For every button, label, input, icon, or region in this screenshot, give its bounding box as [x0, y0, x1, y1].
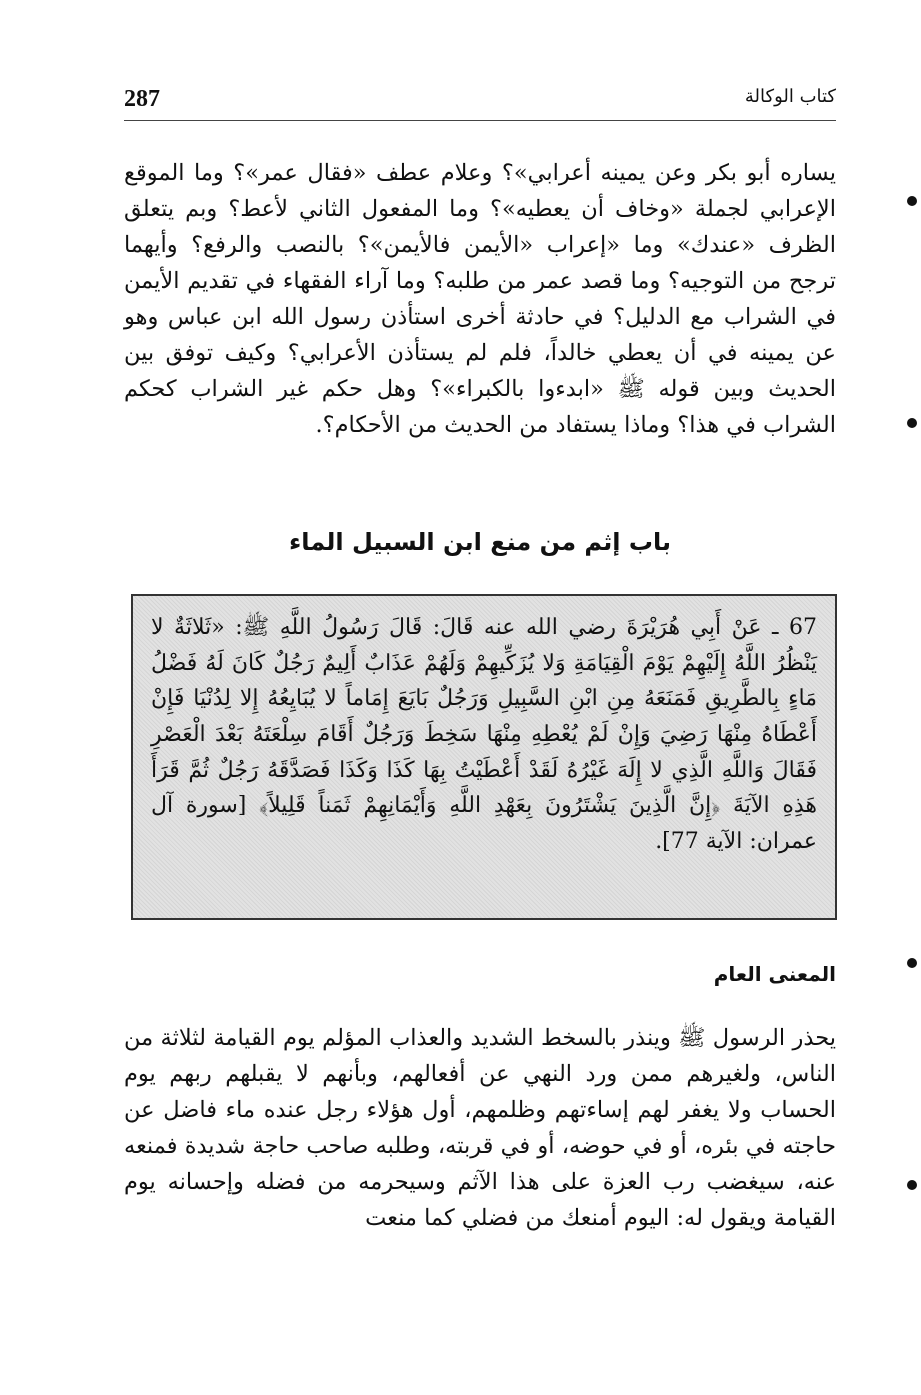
section-title: باب إثم من منع ابن السبيل الماء [289, 528, 671, 556]
general-meaning-heading: المعنى العام [713, 962, 836, 986]
margin-mark [907, 196, 917, 206]
intro-paragraph: يساره أبو بكر وعن يمينه أعرابي»؟ وعلام عطف «فقال عمر»؟ وما الموقع الإعرابي لجملة «وخاف أن يعطيه»؟ وما المفعول الثاني لأعط؟ وبم يتعلق الظرف «عندك» وما «إعراب «الأيمن فالأيمن»؟ بالنصب والرفع؟ وأيهما ترجح من التوجيه؟ وما قصد عمر من طلبه؟ وما آراء الفقهاء في تقديم الأيمن في الشراب مع الدليل؟ في حادثة أخرى استأذن رسول الله ابن عباس وهو عن يمينه في أن يعطي خالداً، فلم لم يستأذن الأعرابي؟ وكيف توفق بين الحديث وبين قوله ﷺ «ابدءوا بالكبراء»؟ وهل حكم غير الشراب كحكم الشراب في هذا؟ وماذا يستفاد من الحديث من الأحكام؟. [124, 160, 836, 438]
page-header [124, 78, 836, 121]
hadith-text: 67 ـ عَنْ أَبِي هُرَيْرَةَ رضي الله عنه قَالَ: قَالَ رَسُولُ اللَّهِ ﷺ: «ثَلاثَةٌ لا يَنْظُرُ اللَّهُ إِلَيْهِمْ يَوْمَ الْقِيَامَةِ وَلا يُزَكِّيهِمْ وَلَهُمْ عَذَابٌ أَلِيمٌ رَجُلٌ كَانَ لَهُ فَضْلُ مَاءٍ بِالطَّرِيقِ فَمَنَعَهُ مِنِ ابْنِ السَّبِيلِ وَرَجُلٌ بَايَعَ إِمَاماً لا يُبَايِعُهُ إِلا لِدُنْيَا فَإِنْ أَعْطَاهُ مِنْهَا رَضِيَ وَإِنْ لَمْ يُعْطِهِ مِنْهَا سَخِطَ وَرَجُلٌ أَقَامَ سِلْعَتَهُ بَعْدَ الْعَصْرِ فَقَالَ وَاللَّهِ الَّذِي لا إِلَهَ غَيْرُهُ لَقَدْ أَعْطَيْتُ بِهَا كَذَا وَكَذَا فَصَدَّقَهُ رَجُلٌ ثُمَّ قَرَأَ هَذِهِ الآيَةَ ﴿إِنَّ الَّذِينَ يَشْتَرُونَ بِعَهْدِ اللَّهِ وَأَيْمَانِهِمْ ثَمَناً قَلِيلاً﴾ [سورة آل عمران: الآية 77]. [151, 615, 817, 854]
running-title: كتاب الوكالة [744, 86, 836, 107]
margin-mark [907, 418, 917, 428]
margin-mark [907, 958, 917, 968]
general-meaning-block [124, 1020, 836, 1236]
hadith-box [131, 594, 837, 920]
intro-paragraph-block [124, 155, 836, 443]
general-meaning-paragraph: يحذر الرسول ﷺ وينذر بالسخط الشديد والعذاب المؤلم يوم القيامة لثلاثة من الناس، ولغيرهم ممن ورد النهي عن أفعالهم، وبأنهم لا يقبلهم ربهم يوم الحساب ولا يغفر لهم إساءتهم وظلمهم، أول هؤلاء رجل عنده ماء فاضل عن حاجته في بئره، أو في حوضه، أو في قربته، وطلبه صاحب حاجة شديدة فمنعه عنه، سيغضب رب العزة على هذا الآثم وسيحرمه من فضله وإحسانه يوم القيامة ويقول له: اليوم أمنعك من فضلي كما منعت [124, 1025, 836, 1231]
page-number: 287 [124, 86, 160, 112]
margin-mark [907, 1180, 917, 1190]
